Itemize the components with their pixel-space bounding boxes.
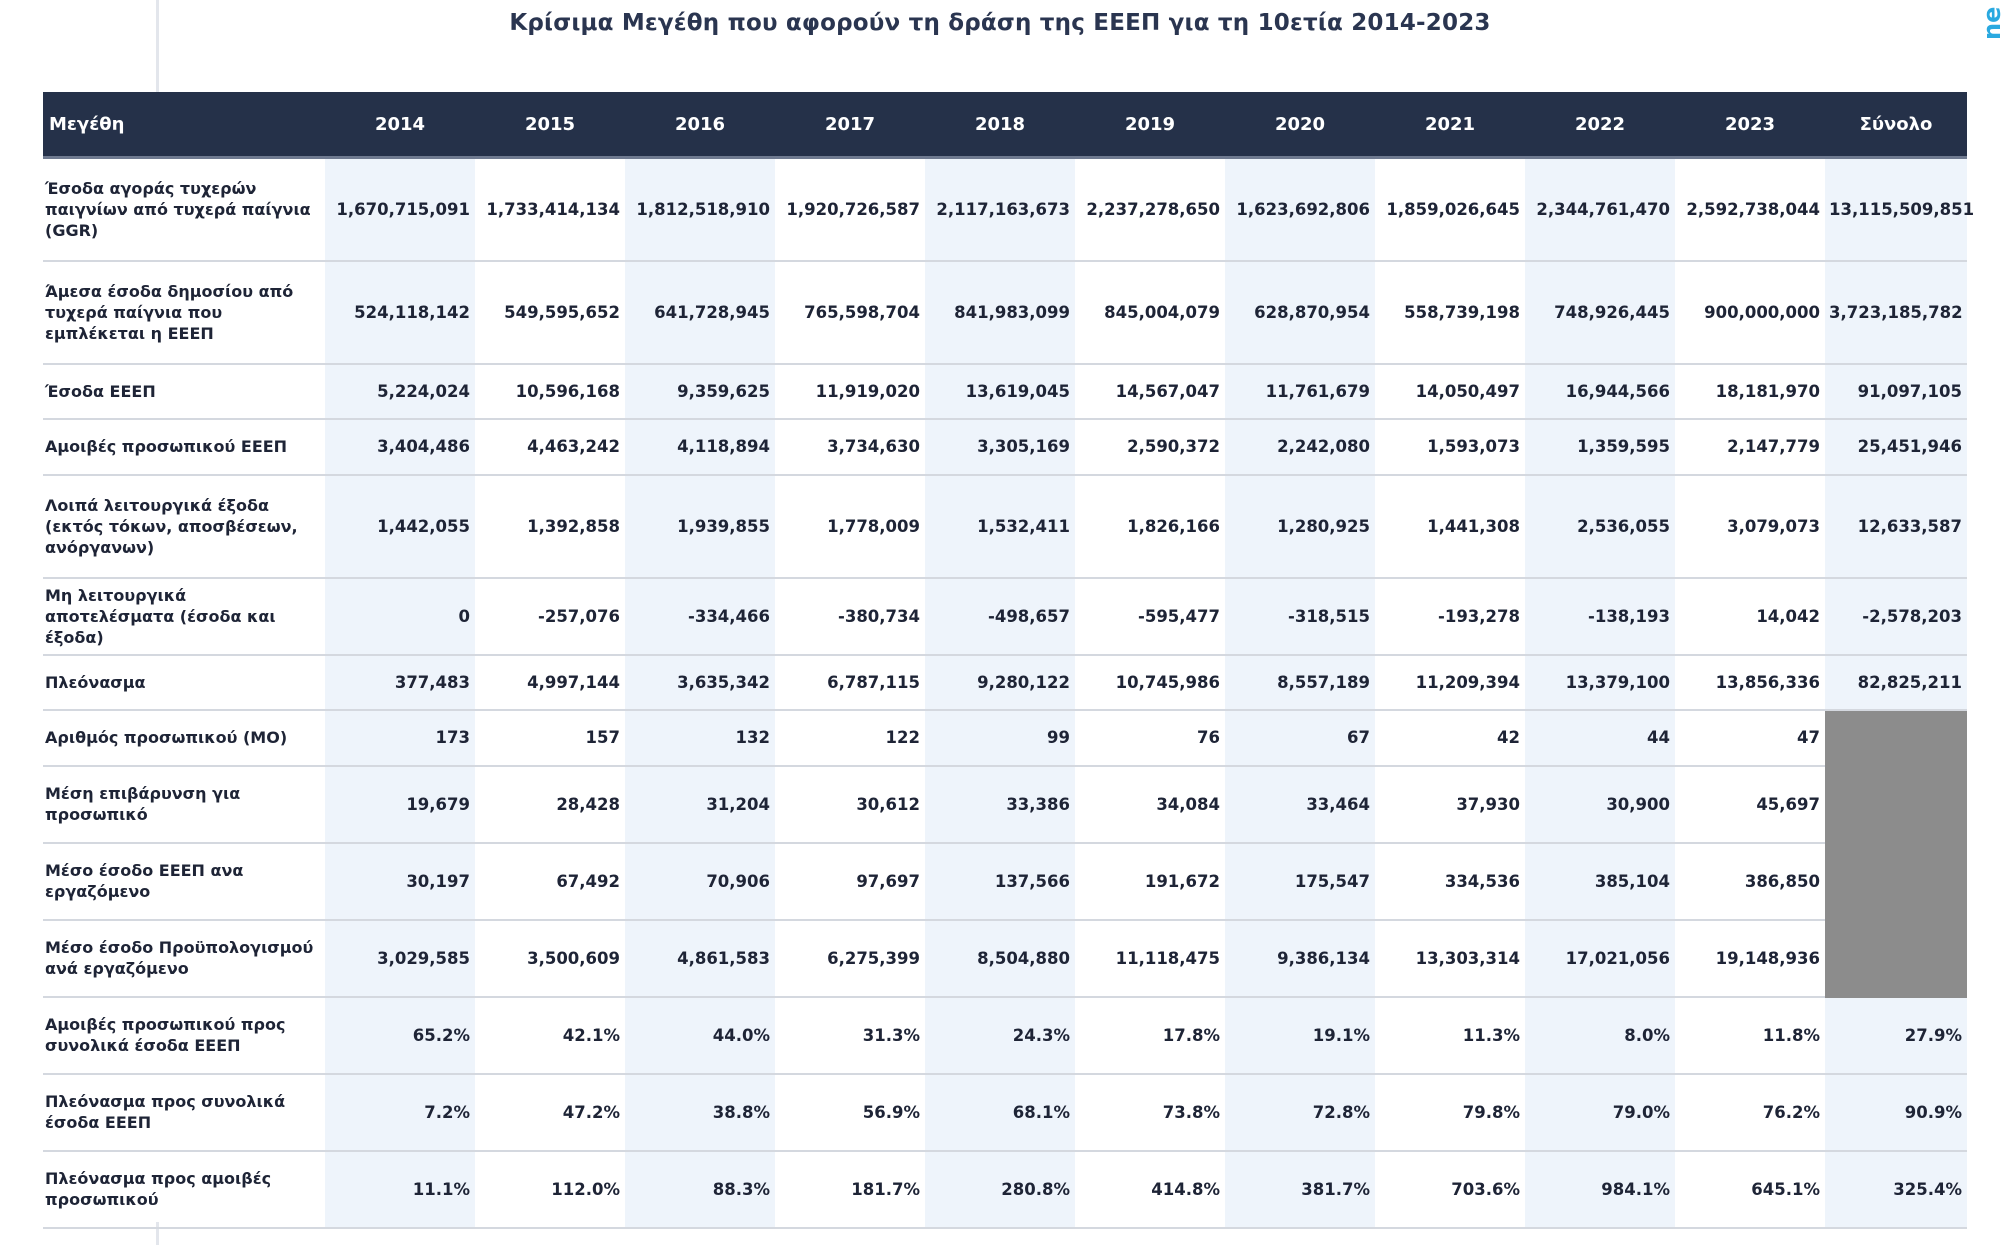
value-cell: 47 [1675,710,1825,766]
column-header-total: Σύνολο [1825,92,1967,158]
table-row [43,655,1967,710]
column-header-year: 2020 [1225,92,1375,158]
row-label: Μέση επιβάρυνση για προσωπικό [43,766,325,843]
value-cell: 11.1% [325,1151,475,1228]
value-cell: 67 [1225,710,1375,766]
value-cell: 414.8% [1075,1151,1225,1228]
total-cell: -2,578,203 [1825,578,1967,655]
value-cell: 99 [925,710,1075,766]
value-cell: 8.0% [1525,997,1675,1074]
value-cell: 13,303,314 [1375,920,1525,997]
value-cell: 37,930 [1375,766,1525,843]
value-cell: 34,084 [1075,766,1225,843]
value-cell: 132 [625,710,775,766]
value-cell: 14,042 [1675,578,1825,655]
table-row [43,578,1967,655]
value-cell: 524,118,142 [325,261,475,364]
value-cell: 45,697 [1675,766,1825,843]
value-cell: 845,004,079 [1075,261,1225,364]
row-label: Μέσο έσοδο Προϋπολογισμού ανά εργαζόμενο [43,920,325,997]
value-cell: 3,029,585 [325,920,475,997]
value-cell: 1,826,166 [1075,475,1225,578]
value-cell: 181.7% [775,1151,925,1228]
value-cell: 76 [1075,710,1225,766]
total-cell: 82,825,211 [1825,655,1967,710]
value-cell: 1,733,414,134 [475,158,625,261]
value-cell: 30,612 [775,766,925,843]
value-cell: 9,386,134 [1225,920,1375,997]
value-cell: 13,379,100 [1525,655,1675,710]
value-cell: -380,734 [775,578,925,655]
row-label: Άμεσα έσοδα δημοσίου από τυχερά παίγνια που εμπλέκεται η ΕΕΕΠ [43,261,325,364]
page-title: Κρίσιμα Μεγέθη που αφορούν τη δράση της ΕΕΕΠ για τη 10ετία 2014-2023 [509,10,1491,36]
value-cell: 10,745,986 [1075,655,1225,710]
column-header-year: 2014 [325,92,475,158]
value-cell: 157 [475,710,625,766]
value-cell: 1,442,055 [325,475,475,578]
value-cell: 381.7% [1225,1151,1375,1228]
value-cell: 137,566 [925,843,1075,920]
value-cell: 2,147,779 [1675,419,1825,475]
value-cell: 31,204 [625,766,775,843]
value-cell: 703.6% [1375,1151,1525,1228]
value-cell: -498,657 [925,578,1075,655]
total-cell: 13,115,509,851 [1825,158,1967,261]
table-body [43,158,1975,1228]
row-label: Έσοδα αγοράς τυχερών παιγνίων από τυχερά παίγνια (GGR) [43,158,325,261]
row-label: Πλεόνασμα [43,655,325,710]
value-cell: 76.2% [1675,1074,1825,1151]
value-cell: 67,492 [475,843,625,920]
value-cell: 1,670,715,091 [325,158,475,261]
value-cell: -138,193 [1525,578,1675,655]
value-cell: 31.3% [775,997,925,1074]
value-cell: 3,635,342 [625,655,775,710]
value-cell: 70,906 [625,843,775,920]
value-cell: 38.8% [625,1074,775,1151]
row-label: Πλεόνασμα προς συνολικά έσοδα ΕΕΕΠ [43,1074,325,1151]
value-cell: 72.8% [1225,1074,1375,1151]
value-cell: 280.8% [925,1151,1075,1228]
value-cell: 42 [1375,710,1525,766]
value-cell: 79.8% [1375,1074,1525,1151]
value-cell: 11,209,394 [1375,655,1525,710]
value-cell: 42.1% [475,997,625,1074]
table-row [43,1151,1967,1228]
value-cell: 4,997,144 [475,655,625,710]
value-cell: 11,761,679 [1225,364,1375,419]
table-row [43,1074,1967,1151]
metrics-table [43,92,1975,1229]
value-cell: 28,428 [475,766,625,843]
value-cell: 1,623,692,806 [1225,158,1375,261]
value-cell: 6,787,115 [775,655,925,710]
value-cell: -193,278 [1375,578,1525,655]
value-cell: 377,483 [325,655,475,710]
value-cell: 8,557,189 [1225,655,1375,710]
row-label: Αμοιβές προσωπικού ΕΕΕΠ [43,419,325,475]
column-header-year: 2016 [625,92,775,158]
value-cell: 19,148,936 [1675,920,1825,997]
value-cell: 175,547 [1225,843,1375,920]
value-cell: 97,697 [775,843,925,920]
value-cell: 11,919,020 [775,364,925,419]
value-cell: 765,598,704 [775,261,925,364]
value-cell: 33,464 [1225,766,1375,843]
value-cell: 17,021,056 [1525,920,1675,997]
column-header-year: 2018 [925,92,1075,158]
value-cell: 1,812,518,910 [625,158,775,261]
value-cell: 900,000,000 [1675,261,1825,364]
value-cell: 4,118,894 [625,419,775,475]
value-cell: -334,466 [625,578,775,655]
value-cell: 334,536 [1375,843,1525,920]
value-cell: 6,275,399 [775,920,925,997]
value-cell: 0 [325,578,475,655]
row-label: Πλεόνασμα προς αμοιβές προσωπικού [43,1151,325,1228]
table-row [43,158,1967,261]
value-cell: 2,536,055 [1525,475,1675,578]
value-cell: 10,596,168 [475,364,625,419]
value-cell: -595,477 [1075,578,1225,655]
value-cell: 30,197 [325,843,475,920]
value-cell: 68.1% [925,1074,1075,1151]
total-cell: 325.4% [1825,1151,1967,1228]
value-cell: 3,734,630 [775,419,925,475]
total-cell: 12,633,587 [1825,475,1967,578]
value-cell: 1,920,726,587 [775,158,925,261]
value-cell: 44.0% [625,997,775,1074]
value-cell: 18,181,970 [1675,364,1825,419]
table-row [43,710,1967,766]
value-cell: 13,619,045 [925,364,1075,419]
table-row [43,261,1967,364]
total-cell: 25,451,946 [1825,419,1967,475]
empty-total-cell [1825,766,1967,843]
value-cell: 1,441,308 [1375,475,1525,578]
table-header-row [43,92,1967,158]
value-cell: 19,679 [325,766,475,843]
value-cell: 17.8% [1075,997,1225,1074]
value-cell: 1,778,009 [775,475,925,578]
value-cell: 2,117,163,673 [925,158,1075,261]
value-cell: 748,926,445 [1525,261,1675,364]
table-row [43,419,1967,475]
row-label: Αριθμός προσωπικού (ΜΟ) [43,710,325,766]
value-cell: 11.3% [1375,997,1525,1074]
table-row [43,997,1967,1074]
total-cell: 3,723,185,782 [1825,261,1967,364]
value-cell: 1,280,925 [1225,475,1375,578]
value-cell: 641,728,945 [625,261,775,364]
value-cell: 16,944,566 [1525,364,1675,419]
table-row [43,843,1967,920]
value-cell: 1,392,858 [475,475,625,578]
value-cell: 33,386 [925,766,1075,843]
row-label: Μη λειτουργικά αποτελέσματα (έσοδα και έξοδα) [43,578,325,655]
value-cell: 3,404,486 [325,419,475,475]
column-header-year: 2022 [1525,92,1675,158]
value-cell: 1,939,855 [625,475,775,578]
value-cell: 112.0% [475,1151,625,1228]
value-cell: 65.2% [325,997,475,1074]
value-cell: 1,532,411 [925,475,1075,578]
value-cell: 385,104 [1525,843,1675,920]
value-cell: 558,739,198 [1375,261,1525,364]
value-cell: 73.8% [1075,1074,1225,1151]
total-cell: 90.9% [1825,1074,1967,1151]
row-label: Αμοιβές προσωπικού προς συνολικά έσοδα ΕΕΕΠ [43,997,325,1074]
total-cell: 27.9% [1825,997,1967,1074]
row-label: Λοιπά λειτουργικά έξοδα (εκτός τόκων, αποσβέσεων, ανόργανων) [43,475,325,578]
value-cell: 2,242,080 [1225,419,1375,475]
corner-logo-text: ne [1978,6,2006,40]
value-cell: 386,850 [1675,843,1825,920]
empty-total-cell [1825,710,1967,766]
value-cell: 14,567,047 [1075,364,1225,419]
value-cell: 2,344,761,470 [1525,158,1675,261]
value-cell: 1,359,595 [1525,419,1675,475]
value-cell: -318,515 [1225,578,1375,655]
value-cell: 79.0% [1525,1074,1675,1151]
value-cell: 645.1% [1675,1151,1825,1228]
value-cell: 549,595,652 [475,261,625,364]
value-cell: 30,900 [1525,766,1675,843]
value-cell: 47.2% [475,1074,625,1151]
value-cell: 628,870,954 [1225,261,1375,364]
value-cell: 24.3% [925,997,1075,1074]
column-header-year: 2019 [1075,92,1225,158]
value-cell: 1,593,073 [1375,419,1525,475]
value-cell: 11.8% [1675,997,1825,1074]
column-header-year: 2021 [1375,92,1525,158]
value-cell: 2,590,372 [1075,419,1225,475]
value-cell: -257,076 [475,578,625,655]
value-cell: 9,280,122 [925,655,1075,710]
value-cell: 173 [325,710,475,766]
empty-total-cell [1825,843,1967,920]
value-cell: 56.9% [775,1074,925,1151]
value-cell: 1,859,026,645 [1375,158,1525,261]
value-cell: 11,118,475 [1075,920,1225,997]
value-cell: 4,861,583 [625,920,775,997]
row-label: Μέσο έσοδο ΕΕΕΠ ανα εργαζόμενο [43,843,325,920]
value-cell: 3,305,169 [925,419,1075,475]
table-row [43,475,1967,578]
value-cell: 4,463,242 [475,419,625,475]
column-header-year: 2015 [475,92,625,158]
column-header-year: 2023 [1675,92,1825,158]
value-cell: 3,079,073 [1675,475,1825,578]
value-cell: 88.3% [625,1151,775,1228]
value-cell: 5,224,024 [325,364,475,419]
column-header-metric: Μεγέθη [43,92,325,158]
empty-total-cell [1825,920,1967,997]
total-cell: 91,097,105 [1825,364,1967,419]
row-label: Έσοδα ΕΕΕΠ [43,364,325,419]
value-cell: 44 [1525,710,1675,766]
value-cell: 2,237,278,650 [1075,158,1225,261]
table-row [43,766,1967,843]
value-cell: 984.1% [1525,1151,1675,1228]
value-cell: 19.1% [1225,997,1375,1074]
value-cell: 841,983,099 [925,261,1075,364]
value-cell: 13,856,336 [1675,655,1825,710]
table-row [43,364,1967,419]
value-cell: 9,359,625 [625,364,775,419]
value-cell: 191,672 [1075,843,1225,920]
value-cell: 7.2% [325,1074,475,1151]
value-cell: 2,592,738,044 [1675,158,1825,261]
value-cell: 122 [775,710,925,766]
column-header-year: 2017 [775,92,925,158]
value-cell: 8,504,880 [925,920,1075,997]
value-cell: 14,050,497 [1375,364,1525,419]
value-cell: 3,500,609 [475,920,625,997]
table-row [43,920,1967,997]
